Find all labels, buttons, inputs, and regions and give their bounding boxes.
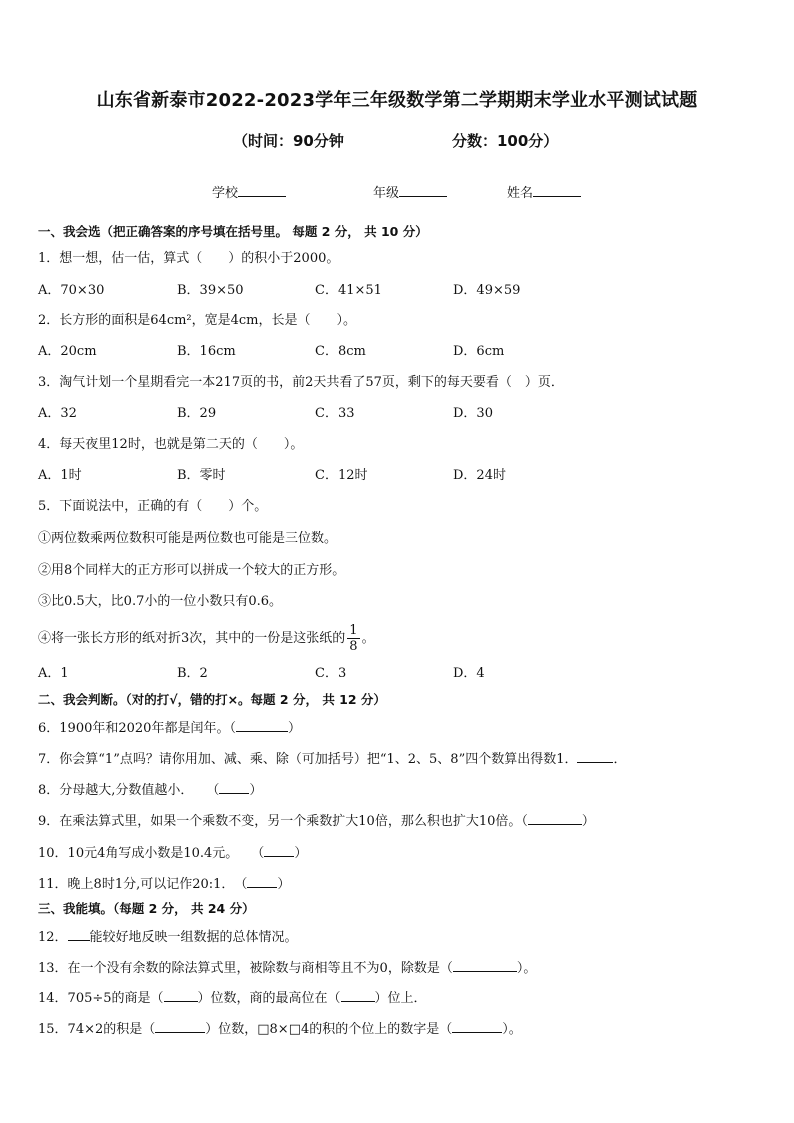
q1-option-c[interactable]: C．41×51 — [315, 283, 382, 298]
q10-text: 10．10元4角写成小数是10.4元。 （ — [38, 846, 265, 861]
q1-option-b[interactable]: B．39×50 — [177, 283, 244, 298]
q4-option-c[interactable]: C．12时 — [315, 468, 368, 483]
q13-answer-blank[interactable] — [453, 959, 517, 972]
q7-answer-blank[interactable] — [577, 750, 613, 763]
school-label: 学校 — [212, 186, 239, 201]
q14-text-c: ）位上． — [374, 991, 427, 1006]
question-14 — [38, 989, 427, 1007]
question-9 — [38, 812, 595, 830]
q14-answer-blank-1[interactable] — [164, 989, 198, 1002]
fraction-one-eighth — [347, 623, 359, 654]
fraction-denominator: 8 — [349, 639, 358, 654]
q13-text: 13．在一个没有余数的除法算式里，被除数与商相等且不为0，除数是（ — [38, 961, 453, 976]
question-10 — [38, 844, 307, 862]
page-title: 山东省新泰市2022-2023学年三年级数学第二学期期末学业水平测试试题 — [96, 90, 698, 111]
q12-text: 能较好地反映一组数据的总体情况。 — [89, 930, 298, 945]
question-5: 5．下面说法中，正确的有（ ）个。 — [38, 499, 268, 514]
q15-text-a: 15．74×2的积是（ — [38, 1022, 156, 1037]
q11-text: 11．晚上8时1分,可以记作20:1． （ — [38, 877, 248, 892]
q5-statement-4-end: 。 — [361, 631, 375, 646]
q2-option-a[interactable]: A．20cm — [38, 344, 97, 359]
q14-text-b: ）位数，商的最高位在（ — [197, 991, 341, 1006]
q3-option-d[interactable]: D．30 — [453, 406, 493, 421]
question-6 — [38, 719, 301, 737]
q9-text: 9．在乘法算式里，如果一个乘数不变，另一个乘数扩大10倍，那么积也扩大10倍。（ — [38, 814, 528, 829]
time-label: （时间：90分钟 — [233, 132, 344, 150]
question-15 — [38, 1020, 522, 1038]
q9-answer-blank[interactable] — [528, 812, 582, 825]
q5-option-a[interactable]: A．1 — [38, 666, 69, 681]
fraction-numerator: 1 — [349, 623, 358, 638]
question-13 — [38, 959, 536, 977]
q14-answer-blank-2[interactable] — [341, 989, 375, 1002]
q5-option-d[interactable]: D．4 — [453, 666, 485, 681]
q5-statement-3: ③比0.5大，比0.7小的一位小数只有0.6。 — [38, 594, 283, 609]
q6-answer-blank[interactable] — [236, 719, 288, 732]
question-1: 1．想一想，估一估，算式（ ）的积小于2000。 — [38, 251, 340, 266]
q5-statement-2: ②用8个同样大的正方形可以拼成一个较大的正方形。 — [38, 563, 346, 578]
q9-end: ） — [581, 814, 595, 829]
q3-option-c[interactable]: C．33 — [315, 406, 355, 421]
q11-end: ） — [277, 877, 291, 892]
q8-end: ） — [249, 783, 263, 798]
question-4: 4．每天夜里12时，也就是第二天的（ ）。 — [38, 437, 304, 452]
q6-text: 6．1900年和2020年都是闰年。（ — [38, 721, 236, 736]
section-3-heading: 三、我能填。（每题 2 分， 共 24 分） — [38, 901, 255, 916]
q10-answer-blank[interactable] — [264, 844, 294, 857]
q7-end: ． — [613, 752, 627, 767]
question-8 — [38, 781, 262, 799]
name-field — [507, 182, 581, 201]
q13-end: ）。 — [516, 961, 537, 976]
q8-text: 8．分母越大,分数值越小． （ — [38, 783, 220, 798]
q12-answer-blank[interactable] — [68, 928, 90, 941]
q1-option-d[interactable]: D．49×59 — [453, 283, 521, 298]
q3-option-a[interactable]: A．32 — [38, 406, 77, 421]
q6-end: ） — [287, 721, 301, 736]
q5-option-c[interactable]: C．3 — [315, 666, 347, 681]
question-12 — [38, 928, 298, 946]
q4-option-d[interactable]: D．24时 — [453, 468, 506, 483]
q15-text-b: ）位数，□8×□4的积的个位上的数字是（ — [205, 1022, 453, 1037]
school-blank[interactable] — [238, 184, 286, 197]
q12-number: 12． — [38, 930, 68, 945]
q5-statement-4-text: ④将一张长方形的纸对折3次，其中的一份是这张纸的 — [38, 631, 346, 646]
question-11 — [38, 875, 290, 893]
q15-answer-blank-1[interactable] — [155, 1020, 205, 1033]
q15-text-c: ）。 — [502, 1022, 522, 1037]
q2-option-b[interactable]: B．16cm — [177, 344, 236, 359]
q14-text-a: 14．705÷5的商是（ — [38, 991, 164, 1006]
q11-answer-blank[interactable] — [247, 875, 277, 888]
q5-statement-4 — [38, 619, 375, 659]
q2-option-c[interactable]: C．8cm — [315, 344, 366, 359]
school-field — [212, 182, 286, 201]
section-1-heading: 一、我会选（把正确答案的序号填在括号里。 每题 2 分， 共 10 分） — [38, 224, 428, 239]
q3-option-b[interactable]: B．29 — [177, 406, 217, 421]
section-2-heading: 二、我会判断。（对的打√，错的打×。每题 2 分， 共 12 分） — [38, 692, 386, 707]
name-label: 姓名 — [507, 186, 534, 201]
q1-option-a[interactable]: A．70×30 — [38, 283, 105, 298]
question-3: 3．淘气计划一个星期看完一本217页的书，前2天共看了57页，剩下的每天要看（ ）页． — [38, 375, 564, 390]
q4-option-b[interactable]: B．零时 — [177, 468, 226, 483]
q4-option-a[interactable]: A．1时 — [38, 468, 82, 483]
grade-blank[interactable] — [399, 184, 447, 197]
question-7 — [38, 750, 627, 768]
score-label: 分数：100分） — [452, 132, 559, 150]
grade-field — [373, 182, 447, 201]
name-blank[interactable] — [533, 184, 581, 197]
q10-end: ） — [294, 846, 308, 861]
grade-label: 年级 — [373, 186, 400, 201]
question-2: 2．长方形的面积是64cm²，宽是4cm，长是（ ）。 — [38, 313, 357, 328]
q5-option-b[interactable]: B．2 — [177, 666, 208, 681]
q5-statement-1: ①两位数乘两位数积可能是两位数也可能是三位数。 — [38, 531, 338, 546]
q2-option-d[interactable]: D．6cm — [453, 344, 505, 359]
q7-text: 7．你会算“1”点吗？请你用加、减、乘、除（可加括号）把“1、2、5、8”四个数算出得数1． — [38, 752, 578, 767]
q8-answer-blank[interactable] — [219, 781, 249, 794]
q15-answer-blank-2[interactable] — [452, 1020, 502, 1033]
